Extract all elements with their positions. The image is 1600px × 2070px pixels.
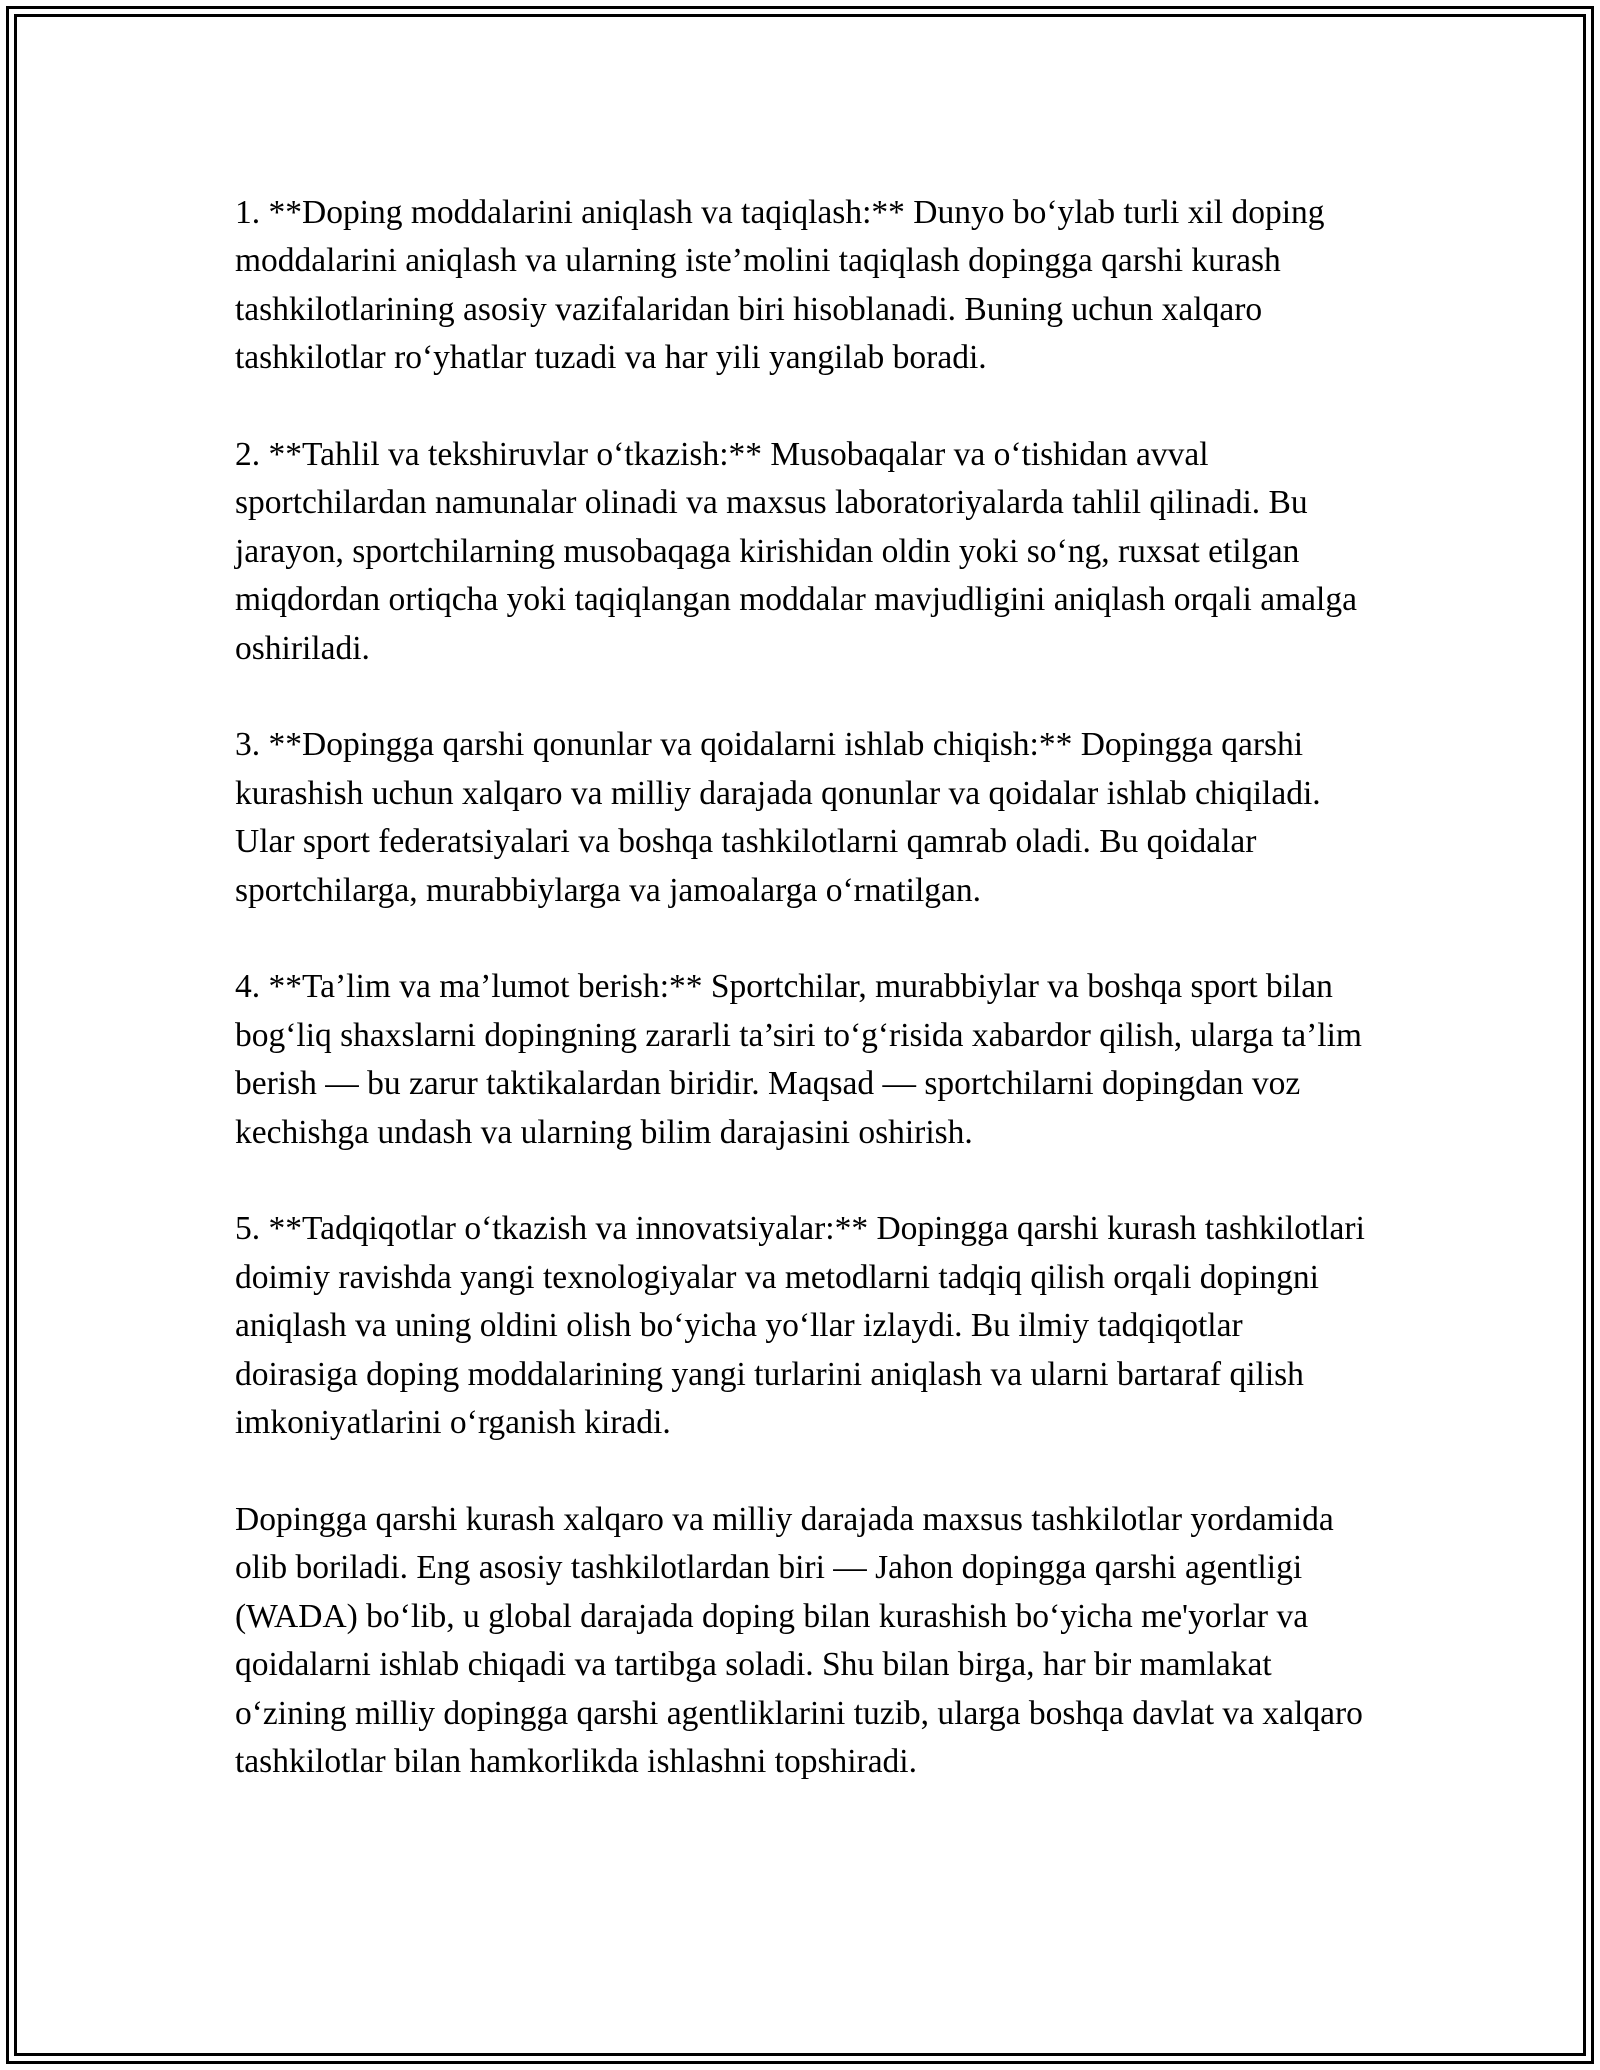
paragraph-doping-substances: 1. **Doping moddalarini aniqlash va taqiqlash:** Dunyo bo‘ylab turli xil doping moddalarini aniqlash va ularning iste’molini taqiqlash dopingga qarshi kurash tashkilotlarining asosiy vazifalaridan biri hisoblanadi. Buning uchun xalqaro tashkilotlar ro‘yhatlar tuzadi va har yili yangilab boradi. [235,194,1325,377]
paragraph-rules: 3. **Dopingga qarshi qonunlar va qoidalarni ishlab chiqish:** Dopingga qarshi kurashish uchun xalqaro va milliy darajada qonunlar va qoidalar ishlab chiqiladi. Ular sport federatsiyalari va boshqa tashkilotlarni qamrab oladi. Bu qoidalar sportchilarga, murabbiylarga va jamoalarga o‘rnatilgan. [235,726,1321,909]
document-body [235,189,1370,1786]
paragraph-research: 5. **Tadqiqotlar o‘tkazish va innovatsiyalar:** Dopingga qarshi kurash tashkilotlari doimiy ravishda yangi texnologiyalar va metodlarni tadqiq qilish orqali dopingni aniqlash va uning oldini olish bo‘yicha yo‘llar izlaydi. Bu ilmiy tadqiqotlar doirasiga doping moddalarining yangi turlarini aniqlash va ularni bartaraf qilish imkoniyatlarini o‘rganish kiradi. [235,1210,1365,1442]
paragraph-education: 4. **Ta’lim va ma’lumot berish:** Sportchilar, murabbiylar va boshqa sport bilan bog‘liq shaxslarni dopingning zararli ta’siri to‘g‘risida xabardor qilish, ularga ta’lim berish — bu zarur taktikalardan biridir. Maqsad — sportchilarni dopingdan voz kechishga undash va ularning bilim darajasini oshirish. [235,968,1362,1151]
paragraph-conclusion: Dopingga qarshi kurash xalqaro va milliy darajada maxsus tashkilotlar yordamida olib boriladi. Eng asosiy tashkilotlardan biri — Jahon dopingga qarshi agentligi (WADA) bo‘lib, u global darajada doping bilan kurashish bo‘yicha me'yorlar va qoidalarni ishlab chiqadi va tartibga soladi. Shu bilan birga, har bir mamlakat o‘zining milliy dopingga qarshi agentliklarini tuzib, ularga boshqa davlat va xalqaro tashkilotlar bilan hamkorlikda ishlashni topshiradi. [235,1500,1363,1780]
paragraph-testing: 2. **Tahlil va tekshiruvlar o‘tkazish:** Musobaqalar va o‘tishidan avval sportchilardan namunalar olinadi va maxsus laboratoriyalarda tahlil qilinadi. Bu jarayon, sportchilarning musobaqaga kirishidan oldin yoki so‘ng, ruxsat etilgan miqdordan ortiqcha yoki taqiqlangan moddalar mavjudligini aniqlash orqali amalga oshiriladi. [235,436,1357,667]
